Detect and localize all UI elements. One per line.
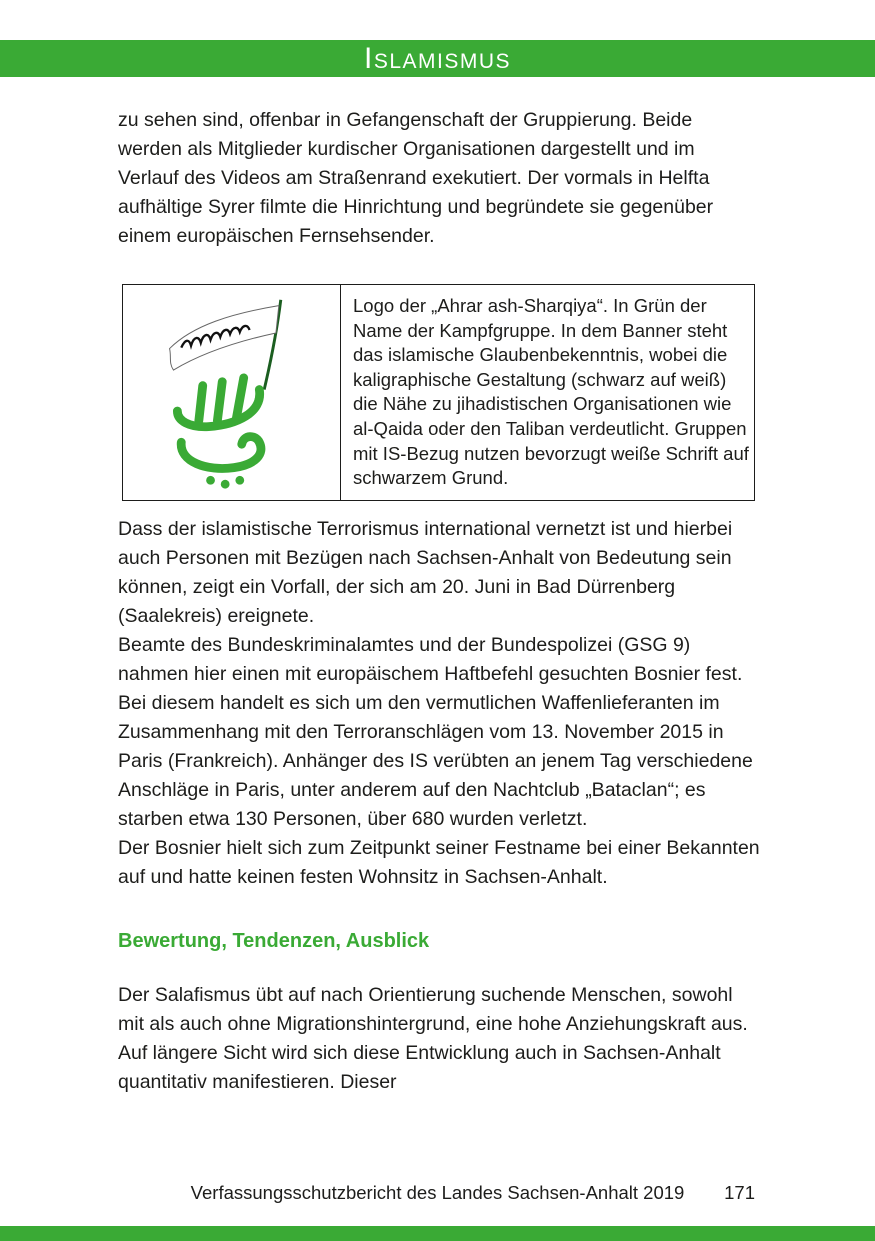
page-number: 171 xyxy=(724,1182,755,1203)
page-content xyxy=(118,106,760,1097)
figure-caption: Logo der „Ahrar ash-Sharqiya“. In Grün der Name der Kampfgruppe. In dem Banner steht das islamische Glaubenbekenntnis, wobei die kaligraphische Gestaltung (schwarz auf weiß) die Nähe zu jihadistischen Organisationen wie al-Qaida oder den Taliban verdeutlicht. Gruppen mit IS-Bezug nutzen bevorzugt weiße Schrift auf schwarzem Grund. xyxy=(353,295,749,489)
body-paragraph: Dass der islamistische Terrorismus international vernetzt ist und hierbei auch Personen mit Bezügen nach Sachsen-Anhalt von Bedeutung sein können, zeigt ein Vorfall, der sich am 20. Juni in Bad Dürrenberg (Saalekreis) ereignete. xyxy=(118,517,733,627)
page-footer xyxy=(0,1181,875,1207)
footer-text: Verfassungsschutzbericht des Landes Sachsen-Anhalt 2019 xyxy=(190,1182,685,1203)
ahrar-ash-sharqiya-flag-image xyxy=(123,285,341,500)
body-paragraph: Beamte des Bundeskriminalamtes und der Bundespolizei (GSG 9) nahmen hier einen mit europäischem Haftbefehl gesuchten Bosnier fest. Bei diesem handelt es sich um den vermutlichen Waffenlieferanten im Zusammenhang mit den Terroranschlägen vom 13. November 2015 in Paris (Frankreich). Anhänger des IS verübten an jenem Tag verschiedene Anschläge in Paris, unter anderem auf den Nachtclub „Bataclan“; es starben etwa 130 Personen, über 680 wurden verletzt. xyxy=(118,633,753,830)
flag-logo-icon xyxy=(134,292,330,492)
body-paragraph: Der Salafismus übt auf nach Orientierung suchende Menschen, sowohl mit als auch ohne Migrationshintergrund, eine hohe Anziehungskraft aus. Auf längere Sicht wird sich diese Entwicklung auch in Sachsen-Anhalt quantitativ manifestieren. Dieser xyxy=(118,983,748,1093)
body-paragraph: Der Bosnier hielt sich zum Zeitpunkt seiner Festname bei einer Bekannten auf und hatte keinen festen Wohnsitz in Sachsen-Anhalt. xyxy=(118,836,760,888)
logo-figure xyxy=(122,284,755,501)
page-title: Islamismus xyxy=(363,41,512,75)
page-header-bar xyxy=(0,40,875,77)
body-paragraph: zu sehen sind, offenbar in Gefangenschaft der Gruppierung. Beide werden als Mitglieder kurdischer Organisationen dargestellt und im Verlauf des Videos am Straßenrand exekutiert. Der vormals in Helfta aufhältige Syrer filmte die Hinrichtung und begründete sie gegenüber einem europäischen Fernsehsender. xyxy=(118,109,714,247)
bottom-green-bar xyxy=(0,1226,875,1241)
section-subheading: Bewertung, Tendenzen, Ausblick xyxy=(118,929,430,952)
